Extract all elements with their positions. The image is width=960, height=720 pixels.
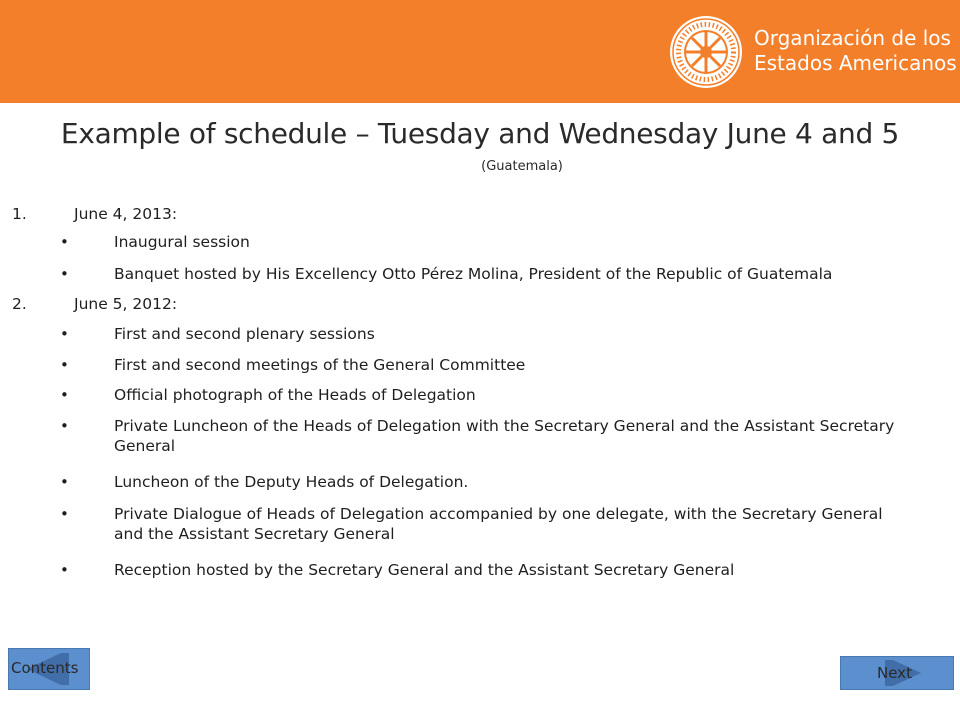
schedule-day-1	[12, 204, 177, 224]
event-text: Banquet hosted by His Excellency Otto Pérez Molina, President of the Republic of Guatemala	[114, 265, 833, 283]
event-text: Private Luncheon of the Heads of Delegation with the Secretary General and the Assistant Secretary General	[114, 417, 895, 455]
event-text: Official photograph of the Heads of Delegation	[114, 386, 476, 404]
bullet-icon: •	[60, 473, 69, 491]
list-item	[60, 232, 900, 252]
schedule-day-2	[12, 294, 177, 314]
bullet-icon: •	[60, 417, 69, 435]
day-number: 1.	[12, 205, 27, 223]
header-bar	[0, 0, 960, 103]
oas-logo	[668, 14, 957, 90]
org-name-line2: Estados Americanos	[754, 51, 957, 75]
bullet-icon: •	[60, 356, 69, 374]
list-item	[60, 264, 900, 284]
list-item	[60, 504, 900, 544]
list-item	[60, 385, 900, 405]
org-name-line1: Organización de los	[754, 26, 951, 50]
slide-subtitle: (Guatemala)	[481, 159, 563, 174]
list-item	[60, 472, 900, 492]
list-item	[60, 416, 900, 456]
event-text: First and second meetings of the General Committee	[114, 356, 526, 374]
list-item	[60, 355, 900, 375]
day-date: June 4, 2013:	[74, 205, 178, 223]
day-number: 2.	[12, 295, 27, 313]
bullet-icon: •	[60, 505, 69, 523]
next-label: Next	[877, 664, 912, 682]
oas-seal-icon	[668, 14, 744, 90]
org-name	[754, 26, 957, 76]
event-text: Inaugural session	[114, 233, 250, 251]
bullet-icon: •	[60, 325, 69, 343]
contents-label: Contents	[11, 659, 79, 677]
contents-button[interactable]	[8, 648, 90, 690]
slide-title: Example of schedule – Tuesday and Wednesday June 4 and 5	[60, 117, 900, 150]
next-button[interactable]	[840, 656, 954, 690]
bullet-icon: •	[60, 561, 69, 579]
bullet-icon: •	[60, 386, 69, 404]
event-text: Reception hosted by the Secretary General and the Assistant Secretary General	[114, 561, 735, 579]
list-item	[60, 560, 900, 580]
event-text: Private Dialogue of Heads of Delegation accompanied by one delegate, with the Secretary General and the Assistant Secretary General	[114, 505, 883, 543]
event-text: First and second plenary sessions	[114, 325, 375, 343]
day-date: June 5, 2012:	[74, 295, 178, 313]
bullet-icon: •	[60, 265, 69, 283]
list-item	[60, 324, 900, 344]
event-text: Luncheon of the Deputy Heads of Delegation.	[114, 473, 469, 491]
bullet-icon: •	[60, 233, 69, 251]
